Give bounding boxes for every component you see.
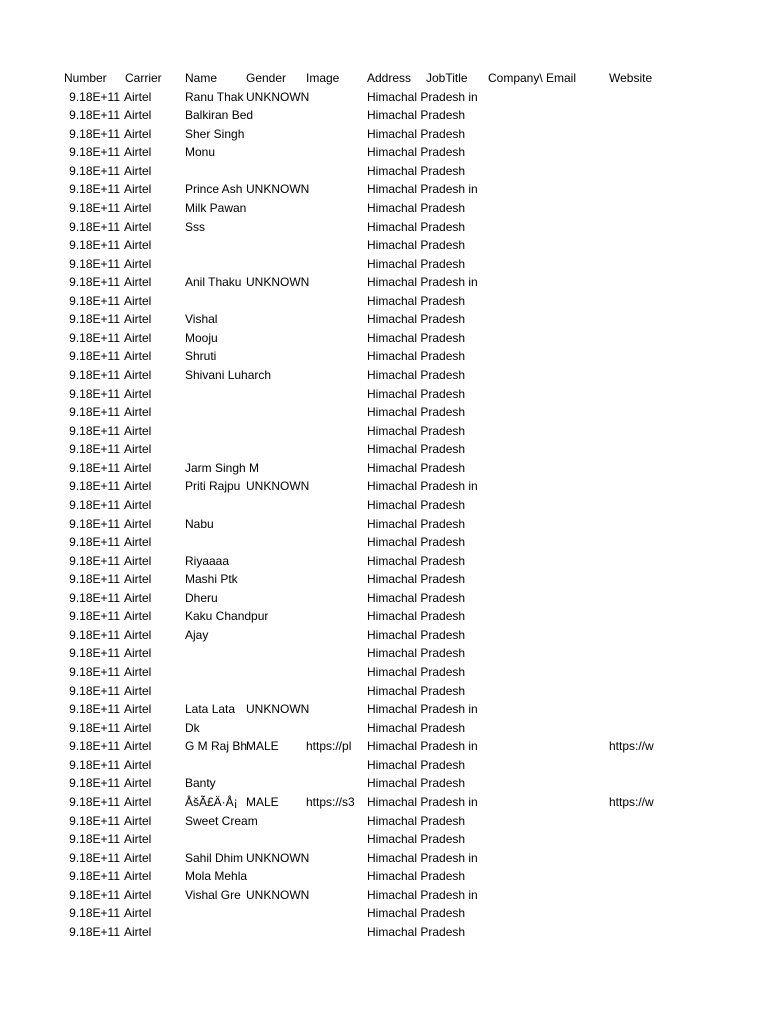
cell-number: 9.18E+11 (69, 368, 120, 382)
cell-address: Himachal Pradesh in (367, 275, 478, 290)
cell-carrier: Airtel (124, 702, 152, 717)
cell-name: Ajay (185, 627, 209, 642)
cell-address: Himachal Pradesh in (367, 702, 478, 717)
cell-number: 9.18E+11 (69, 256, 120, 271)
cell-carrier: Airtel (124, 794, 152, 809)
cell-number: 9.18E+11 (69, 89, 120, 104)
cell-address: Himachal Pradesh (367, 924, 466, 939)
cell-carrier: Airtel (124, 200, 152, 215)
table-row (0, 644, 768, 663)
cell-carrier: Airtel (124, 126, 152, 141)
cell-gender: UNKNOWN (246, 850, 310, 865)
cell-address: Himachal Pradesh (367, 572, 466, 587)
cell-carrier: Airtel (124, 683, 152, 698)
cell-carrier: Airtel (124, 739, 152, 754)
cell-number: 9.18E+11 (69, 869, 120, 884)
table-row (0, 552, 768, 571)
cell-name: Jarm Singh M (185, 460, 260, 475)
cell-number: 9.18E+11 (69, 665, 120, 679)
cell-name: Sher Singh (185, 126, 245, 141)
cell-address: Himachal Pradesh (367, 163, 466, 178)
cell-website: https://w (609, 794, 654, 809)
cell-address: Himachal Pradesh (367, 108, 466, 123)
cell-name: Mooju (185, 330, 218, 345)
cell-address: Himachal Pradesh (367, 906, 466, 921)
table-row (0, 756, 768, 775)
table-row (0, 88, 768, 107)
cell-number: 9.18E+11 (69, 386, 120, 401)
cell-address: Himachal Pradesh in (367, 479, 478, 494)
cell-number: 9.18E+11 (69, 776, 120, 791)
table-row (0, 403, 768, 422)
cell-address: Himachal Pradesh in (367, 182, 478, 197)
table-row (0, 830, 768, 849)
table-row (0, 589, 768, 608)
cell-address: Himachal Pradesh (367, 312, 466, 327)
header-image: Image (306, 71, 340, 85)
cell-carrier: Airtel (124, 869, 152, 884)
cell-address: Himachal Pradesh (367, 590, 466, 605)
cell-number: 9.18E+11 (69, 349, 120, 364)
table-row (0, 329, 768, 348)
cell-name: G M Raj Bh (185, 739, 248, 754)
cell-address: Himachal Pradesh (367, 349, 466, 364)
table-row (0, 162, 768, 181)
table-row (0, 440, 768, 459)
table-row (0, 812, 768, 831)
table-row (0, 496, 768, 515)
table-row (0, 180, 768, 199)
cell-number: 9.18E+11 (69, 627, 120, 642)
cell-carrier: Airtel (124, 293, 152, 308)
cell-name: Banty (185, 776, 216, 791)
table-row (0, 774, 768, 793)
cell-number: 9.18E+11 (69, 739, 120, 754)
cell-carrier: Airtel (124, 330, 152, 345)
table-row (0, 310, 768, 329)
cell-number: 9.18E+11 (69, 275, 120, 290)
cell-address: Himachal Pradesh in (367, 739, 478, 754)
cell-address: Himachal Pradesh (367, 776, 466, 791)
table-row (0, 273, 768, 292)
cell-number: 9.18E+11 (69, 572, 120, 587)
cell-carrier: Airtel (124, 627, 152, 642)
cell-number: 9.18E+11 (69, 108, 120, 123)
cell-carrier: Airtel (124, 442, 152, 457)
cell-carrier: Airtel (124, 516, 152, 531)
table-body (0, 88, 768, 942)
cell-number: 9.18E+11 (69, 609, 120, 624)
cell-number: 9.18E+11 (69, 813, 120, 828)
cell-address: Himachal Pradesh (367, 442, 466, 457)
cell-address: Himachal Pradesh (367, 553, 466, 568)
cell-name: Dheru (185, 590, 218, 605)
cell-name: Milk Pawan (185, 200, 247, 215)
table-row (0, 682, 768, 701)
table-row (0, 626, 768, 645)
cell-address: Himachal Pradesh (367, 609, 466, 624)
cell-carrier: Airtel (124, 572, 152, 587)
table-row (0, 143, 768, 162)
cell-number: 9.18E+11 (69, 238, 120, 253)
cell-carrier: Airtel (124, 349, 152, 364)
cell-number: 9.18E+11 (69, 887, 120, 902)
spreadsheet-sheet (0, 69, 768, 941)
cell-name: Vishal (185, 312, 218, 327)
cell-number: 9.18E+11 (69, 126, 120, 141)
header-company: Company\ (488, 71, 543, 85)
cell-carrier: Airtel (124, 924, 152, 939)
table-row (0, 218, 768, 237)
cell-address: Himachal Pradesh (367, 665, 466, 679)
cell-address: Himachal Pradesh (367, 405, 466, 420)
cell-address: Himachal Pradesh (367, 126, 466, 141)
table-row (0, 385, 768, 404)
header-website: Website (609, 71, 653, 85)
table-row (0, 607, 768, 626)
cell-carrier: Airtel (124, 460, 152, 475)
cell-carrier: Airtel (124, 850, 152, 865)
cell-address: Himachal Pradesh in (367, 794, 478, 809)
cell-number: 9.18E+11 (69, 479, 120, 494)
cell-number: 9.18E+11 (69, 200, 120, 215)
table-row (0, 849, 768, 868)
cell-carrier: Airtel (124, 386, 152, 401)
cell-number: 9.18E+11 (69, 405, 120, 420)
cell-number: 9.18E+11 (69, 497, 120, 512)
table-row (0, 700, 768, 719)
cell-carrier: Airtel (124, 163, 152, 178)
cell-carrier: Airtel (124, 108, 152, 123)
cell-number: 9.18E+11 (69, 145, 120, 160)
cell-address: Himachal Pradesh (367, 330, 466, 345)
cell-name: Sweet Cream (185, 813, 258, 828)
table-row (0, 292, 768, 311)
table-row (0, 923, 768, 942)
cell-address: Himachal Pradesh (367, 293, 466, 308)
table-row (0, 867, 768, 886)
cell-name: Shivani Luharch (185, 368, 272, 382)
cell-carrier: Airtel (124, 423, 152, 438)
cell-number: 9.18E+11 (69, 832, 120, 847)
cell-gender: UNKNOWN (246, 182, 310, 197)
cell-address: Himachal Pradesh (367, 256, 466, 271)
cell-carrier: Airtel (124, 535, 152, 550)
cell-carrier: Airtel (124, 887, 152, 902)
cell-name: Balkiran Bed (185, 108, 254, 123)
table-row (0, 255, 768, 274)
cell-name: Prince Ash (185, 182, 243, 197)
cell-number: 9.18E+11 (69, 182, 120, 197)
cell-gender: UNKNOWN (246, 702, 310, 717)
cell-name: Sahil Dhim (185, 850, 244, 865)
header-name: Name (185, 71, 218, 85)
cell-name: Lata Lata (185, 702, 236, 717)
cell-address: Himachal Pradesh (367, 200, 466, 215)
table-row (0, 533, 768, 552)
cell-name: ÅšÃ£Ä·Å¡ (185, 794, 238, 809)
cell-name: Dk (185, 720, 200, 735)
cell-number: 9.18E+11 (69, 516, 120, 531)
cell-number: 9.18E+11 (69, 442, 120, 457)
cell-address: Himachal Pradesh (367, 460, 466, 475)
cell-name: Vishal Gre (185, 887, 241, 902)
cell-carrier: Airtel (124, 906, 152, 921)
cell-name: Ranu Thak (185, 89, 244, 104)
cell-gender: MALE (246, 739, 279, 754)
cell-name: Sss (185, 219, 206, 234)
cell-carrier: Airtel (124, 238, 152, 253)
cell-name: Nabu (185, 516, 214, 531)
cell-carrier: Airtel (124, 776, 152, 791)
cell-carrier: Airtel (124, 405, 152, 420)
cell-name: Kaku Chandpur (185, 609, 269, 624)
cell-carrier: Airtel (124, 609, 152, 624)
cell-name: Priti Rajpu (185, 479, 241, 494)
cell-name: Monu (185, 145, 216, 160)
cell-number: 9.18E+11 (69, 924, 120, 939)
cell-address: Himachal Pradesh (367, 683, 466, 698)
cell-address: Himachal Pradesh in (367, 89, 478, 104)
cell-carrier: Airtel (124, 813, 152, 828)
cell-address: Himachal Pradesh in (367, 887, 478, 902)
cell-carrier: Airtel (124, 665, 152, 679)
table-row (0, 737, 768, 756)
cell-number: 9.18E+11 (69, 460, 120, 475)
table-row (0, 125, 768, 144)
header-carrier: Carrier (125, 71, 162, 85)
table-row (0, 236, 768, 255)
cell-number: 9.18E+11 (69, 850, 120, 865)
cell-name: Mashi Ptk (185, 572, 238, 587)
cell-address: Himachal Pradesh (367, 368, 466, 382)
cell-carrier: Airtel (124, 720, 152, 735)
cell-number: 9.18E+11 (69, 553, 120, 568)
cell-address: Himachal Pradesh (367, 238, 466, 253)
cell-name: Mola Mehla (185, 869, 248, 884)
cell-carrier: Airtel (124, 832, 152, 847)
cell-carrier: Airtel (124, 553, 152, 568)
cell-carrier: Airtel (124, 89, 152, 104)
cell-address: Himachal Pradesh in (367, 850, 478, 865)
table-row (0, 347, 768, 366)
table-row (0, 477, 768, 496)
cell-carrier: Airtel (124, 145, 152, 160)
cell-name: Riyaaaa (185, 553, 230, 568)
cell-address: Himachal Pradesh (367, 145, 466, 160)
cell-carrier: Airtel (124, 590, 152, 605)
table-row (0, 904, 768, 923)
header-row (0, 69, 768, 88)
table-row (0, 366, 768, 385)
cell-address: Himachal Pradesh (367, 219, 466, 234)
cell-number: 9.18E+11 (69, 163, 120, 178)
cell-address: Himachal Pradesh (367, 497, 466, 512)
cell-number: 9.18E+11 (69, 646, 120, 661)
cell-carrier: Airtel (124, 256, 152, 271)
cell-number: 9.18E+11 (69, 757, 120, 772)
cell-image: https://pl (306, 739, 352, 754)
cell-website: https://w (609, 739, 654, 754)
table-row (0, 106, 768, 125)
cell-address: Himachal Pradesh (367, 646, 466, 661)
cell-address: Himachal Pradesh (367, 627, 466, 642)
cell-carrier: Airtel (124, 312, 152, 327)
cell-number: 9.18E+11 (69, 702, 120, 717)
table-row (0, 663, 768, 682)
cell-image: https://s3 (306, 794, 355, 809)
cell-carrier: Airtel (124, 497, 152, 512)
cell-address: Himachal Pradesh (367, 813, 466, 828)
cell-address: Himachal Pradesh (367, 869, 466, 884)
cell-number: 9.18E+11 (69, 293, 120, 308)
cell-gender: MALE (246, 794, 279, 809)
table-row (0, 459, 768, 478)
header-jobtitle: JobTitle (426, 71, 468, 85)
cell-carrier: Airtel (124, 646, 152, 661)
cell-number: 9.18E+11 (69, 423, 120, 438)
cell-address: Himachal Pradesh (367, 757, 466, 772)
cell-name: Anil Thaku (185, 275, 242, 290)
table-row (0, 199, 768, 218)
cell-number: 9.18E+11 (69, 794, 120, 809)
cell-carrier: Airtel (124, 368, 152, 382)
cell-address: Himachal Pradesh (367, 423, 466, 438)
cell-name: Shruti (185, 349, 217, 364)
cell-carrier: Airtel (124, 479, 152, 494)
cell-gender: UNKNOWN (246, 479, 310, 494)
cell-address: Himachal Pradesh (367, 386, 466, 401)
cell-gender: UNKNOWN (246, 89, 310, 104)
cell-number: 9.18E+11 (69, 590, 120, 605)
cell-number: 9.18E+11 (69, 312, 120, 327)
cell-carrier: Airtel (124, 757, 152, 772)
cell-address: Himachal Pradesh (367, 516, 466, 531)
header-address: Address (367, 71, 412, 85)
cell-carrier: Airtel (124, 219, 152, 234)
table-row (0, 793, 768, 812)
cell-number: 9.18E+11 (69, 330, 120, 345)
table-row (0, 719, 768, 738)
cell-number: 9.18E+11 (69, 906, 120, 921)
cell-number: 9.18E+11 (69, 219, 120, 234)
cell-address: Himachal Pradesh (367, 832, 466, 847)
cell-address: Himachal Pradesh (367, 535, 466, 550)
table-row (0, 570, 768, 589)
cell-address: Himachal Pradesh (367, 720, 466, 735)
cell-carrier: Airtel (124, 182, 152, 197)
table-row (0, 422, 768, 441)
cell-gender: UNKNOWN (246, 887, 310, 902)
cell-number: 9.18E+11 (69, 535, 120, 550)
table-row (0, 515, 768, 534)
header-gender: Gender (246, 71, 287, 85)
table-row (0, 886, 768, 905)
header-number: Number (64, 71, 107, 85)
cell-gender: UNKNOWN (246, 275, 310, 290)
cell-carrier: Airtel (124, 275, 152, 290)
header-email: Email (546, 71, 577, 85)
cell-number: 9.18E+11 (69, 683, 120, 698)
cell-number: 9.18E+11 (69, 720, 120, 735)
